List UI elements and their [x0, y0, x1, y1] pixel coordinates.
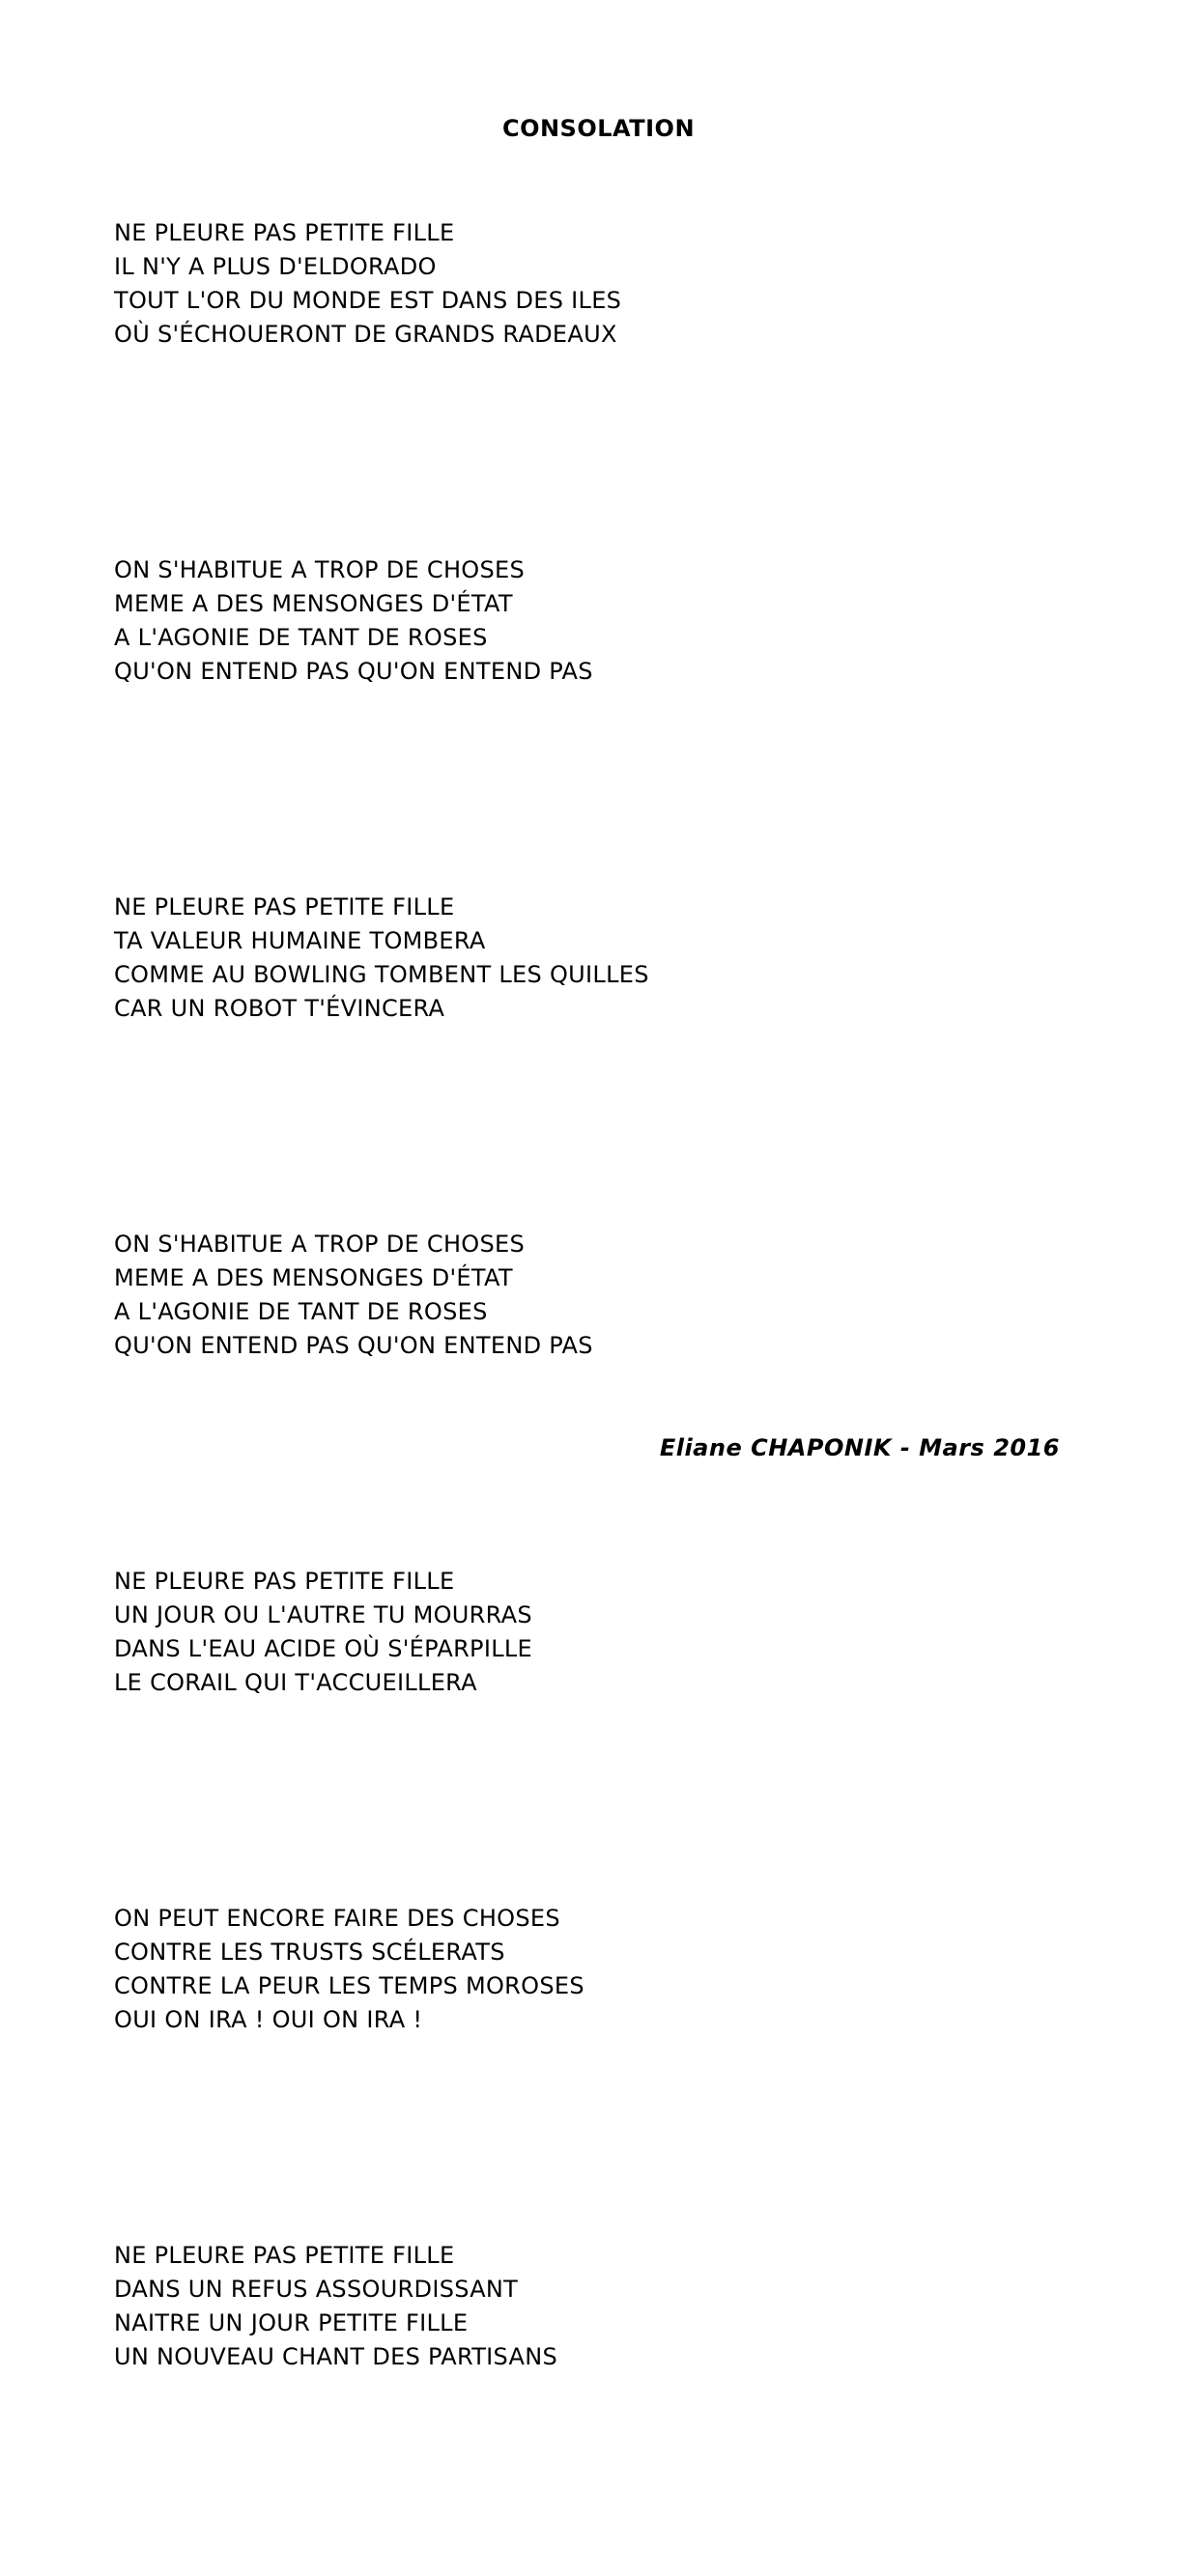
poem-line: TA VALEUR HUMAINE TOMBERA: [114, 927, 486, 954]
stanza: [114, 216, 983, 553]
poem-line: NE PLEURE PAS PETITE FILLE: [114, 893, 455, 920]
poem-line: DANS UN REFUS ASSOURDISSANT: [114, 2276, 519, 2303]
poem-line: MEME A DES MENSONGES D'ÉTAT: [114, 590, 513, 617]
poem-line: LE CORAIL QUI T'ACCUEILLERA: [114, 1669, 477, 1696]
poem-line: OUI ON IRA ! OUI ON IRA !: [114, 2006, 423, 2033]
poem-line: QU'ON ENTEND PAS QU'ON ENTEND PAS: [114, 658, 593, 685]
poem-line: ON S'HABITUE A TROP DE CHOSES: [114, 556, 526, 583]
poem-body: [114, 216, 983, 2576]
poem-line: COMME AU BOWLING TOMBENT LES QUILLES: [114, 961, 649, 988]
poem-line: UN NOUVEAU CHANT DES PARTISANS: [114, 2343, 558, 2370]
poem-line: QU'ON ENTEND PAS QU'ON ENTEND PAS: [114, 1332, 593, 1359]
poem-line: A L'AGONIE DE TANT DE ROSES: [114, 1298, 488, 1325]
author-signature: Eliane CHAPONIK - Mars 2016: [659, 1434, 1060, 1461]
stanza: [114, 891, 983, 1228]
poem-title: CONSOLATION: [501, 115, 696, 142]
poem-line: CONTRE LA PEUR LES TEMPS MOROSES: [114, 1972, 584, 1999]
poem-line: TOUT L'OR DU MONDE EST DANS DES ILES: [114, 287, 622, 314]
poem-line: A L'AGONIE DE TANT DE ROSES: [114, 624, 488, 651]
poem-line: NE PLEURE PAS PETITE FILLE: [114, 219, 455, 246]
poem-line: ON S'HABITUE A TROP DE CHOSES: [114, 1231, 526, 1258]
poem-line: CAR UN ROBOT T'ÉVINCERA: [114, 995, 445, 1022]
poem-line: MEME A DES MENSONGES D'ÉTAT: [114, 1264, 513, 1291]
poem-line: ON PEUT ENCORE FAIRE DES CHOSES: [114, 1905, 560, 1932]
stanza: [114, 553, 983, 891]
poem-line: IL N'Y A PLUS D'ELDORADO: [114, 253, 437, 280]
poem-line: DANS L'EAU ACIDE OÙ S'ÉPARPILLE: [114, 1635, 533, 1662]
stanza: [114, 1902, 983, 2239]
stanza: [114, 1565, 983, 1902]
poem-line: CONTRE LES TRUSTS SCÉLERATS: [114, 1939, 505, 1966]
poem-line: NE PLEURE PAS PETITE FILLE: [114, 1568, 455, 1595]
stanza: [114, 1228, 983, 1565]
poem-line: UN JOUR OU L'AUTRE TU MOURRAS: [114, 1601, 532, 1628]
stanza: [114, 2239, 983, 2576]
poem-line: NAITRE UN JOUR PETITE FILLE: [114, 2309, 469, 2336]
poem-line: NE PLEURE PAS PETITE FILLE: [114, 2242, 455, 2269]
poem-line: OÙ S'ÉCHOUERONT DE GRANDS RADEAUX: [114, 321, 617, 348]
